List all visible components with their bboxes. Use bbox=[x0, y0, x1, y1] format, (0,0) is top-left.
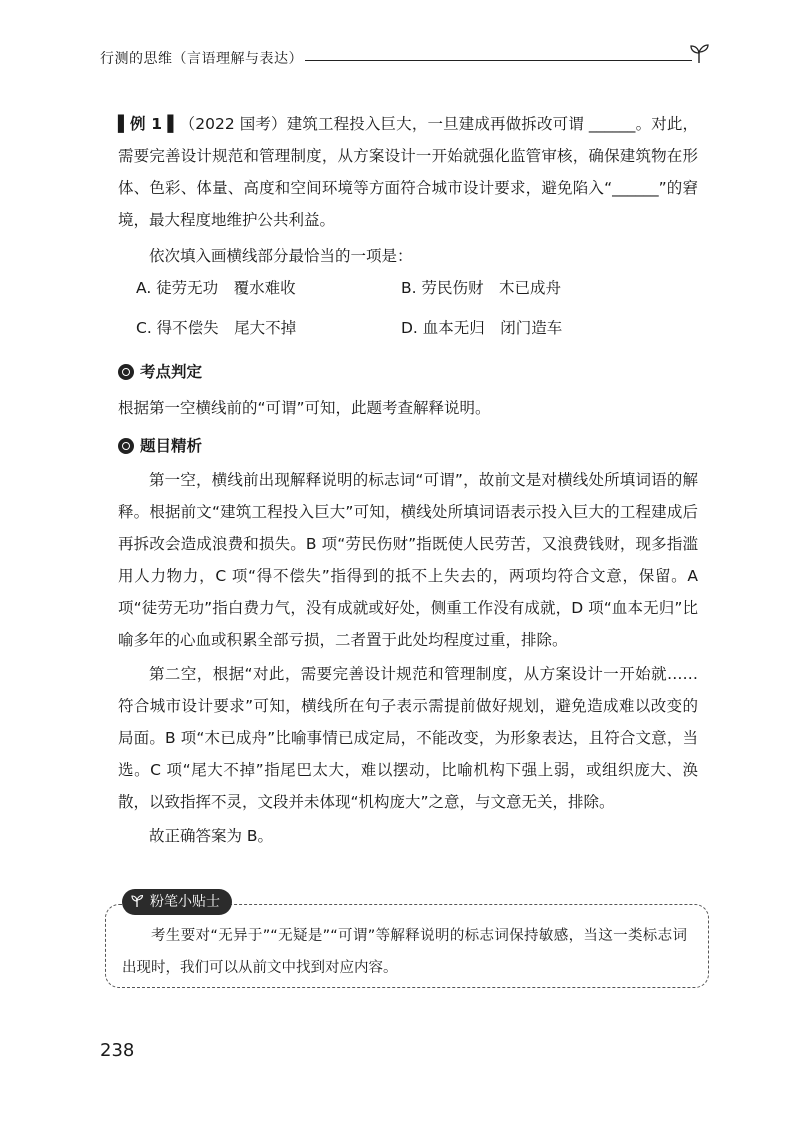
question-text: 依次填入画横线部分最恰当的一项是： bbox=[149, 247, 413, 265]
option-d: D. 血本无归 闭门造车 bbox=[401, 319, 563, 337]
point-title: 考点判定 bbox=[140, 363, 203, 381]
leaf-icon bbox=[130, 894, 144, 908]
sprout-icon bbox=[688, 42, 710, 64]
example-stem: （2022 国考）建筑工程投入巨大，一旦建成再做拆改可谓 ______。对此，需要完善设计规范和管理制度，从方案设计一开始就强化监管审核，确保建筑物在形体、色彩、体量、高度和空间环境等方面符合城市设计要求，避免陷入“______”的窘境，最大程度地维护公共利益。 bbox=[118, 115, 698, 229]
analysis-paragraph-2: 第二空，根据“对此，需要完善设计规范和管理制度，从方案设计一开始就……符合城市设计要求”可知，横线所在句子表示需提前做好规划，避免造成难以改变的局面。B 项“木已成舟”比喻事情已成定局，不能改变，为形象表达，且符合文意，当选。C 项“尾大不掉”指尾巴太大，难以摆动，比喻机构下强上弱，或组织庞大、涣散，以致指挥不灵，文段并未体现“机构庞大”之意，与文意无关，排除。 bbox=[118, 665, 698, 811]
tip-text: 考生要对“无异于”“无疑是”“可谓”等解释说明的标志词保持敏感，当这一类标志词出现时，我们可以从前文中找到对应内容。 bbox=[122, 928, 687, 976]
target-icon bbox=[118, 364, 134, 380]
page-number: 238 bbox=[100, 1040, 135, 1061]
example-tag: ▌例 1 ▌ bbox=[118, 115, 180, 133]
options-list bbox=[118, 272, 698, 352]
analysis-heading bbox=[118, 430, 698, 462]
option-b: B. 劳民伤财 木已成舟 bbox=[401, 279, 561, 297]
option-a: A. 徒劳无功 覆水难收 bbox=[136, 279, 296, 297]
example-paragraph bbox=[118, 108, 698, 236]
analysis-paragraph-1: 第一空，横线前出现解释说明的标志词“可谓”，故前文是对横线处所填词语的解释。根据前文“建筑工程投入巨大”可知，横线处所填词语表示投入巨大的工程建成后再拆改会造成浪费和损失。B 项“劳民伤财”指既使人民劳苦，又浪费钱财，现多指滥用人力物力，C 项“得不偿失”指得到的抵不上失去的，两项均符合文意，保留。A 项“徒劳无功”指白费力气，没有成就或好处，侧重工作没有成就，D 项“血本无归”比喻多年的心血或积累全部亏损，二者置于此处均程度过重，排除。 bbox=[118, 471, 698, 649]
main-content bbox=[118, 108, 698, 852]
answer-text: 故正确答案为 B。 bbox=[149, 827, 274, 845]
analysis-icon bbox=[118, 438, 134, 454]
option-c: C. 得不偿失 尾大不掉 bbox=[136, 319, 297, 337]
tip-label bbox=[122, 889, 232, 915]
header-rule bbox=[305, 60, 692, 61]
point-heading bbox=[118, 356, 698, 388]
running-header bbox=[100, 42, 710, 72]
header-title: 行测的思维（言语理解与表达） bbox=[100, 51, 303, 67]
analysis-title: 题目精析 bbox=[140, 437, 203, 455]
tip-label-text: 粉笔小贴士 bbox=[150, 894, 220, 910]
point-text: 根据第一空横线前的“可谓”可知，此题考查解释说明。 bbox=[118, 399, 491, 417]
